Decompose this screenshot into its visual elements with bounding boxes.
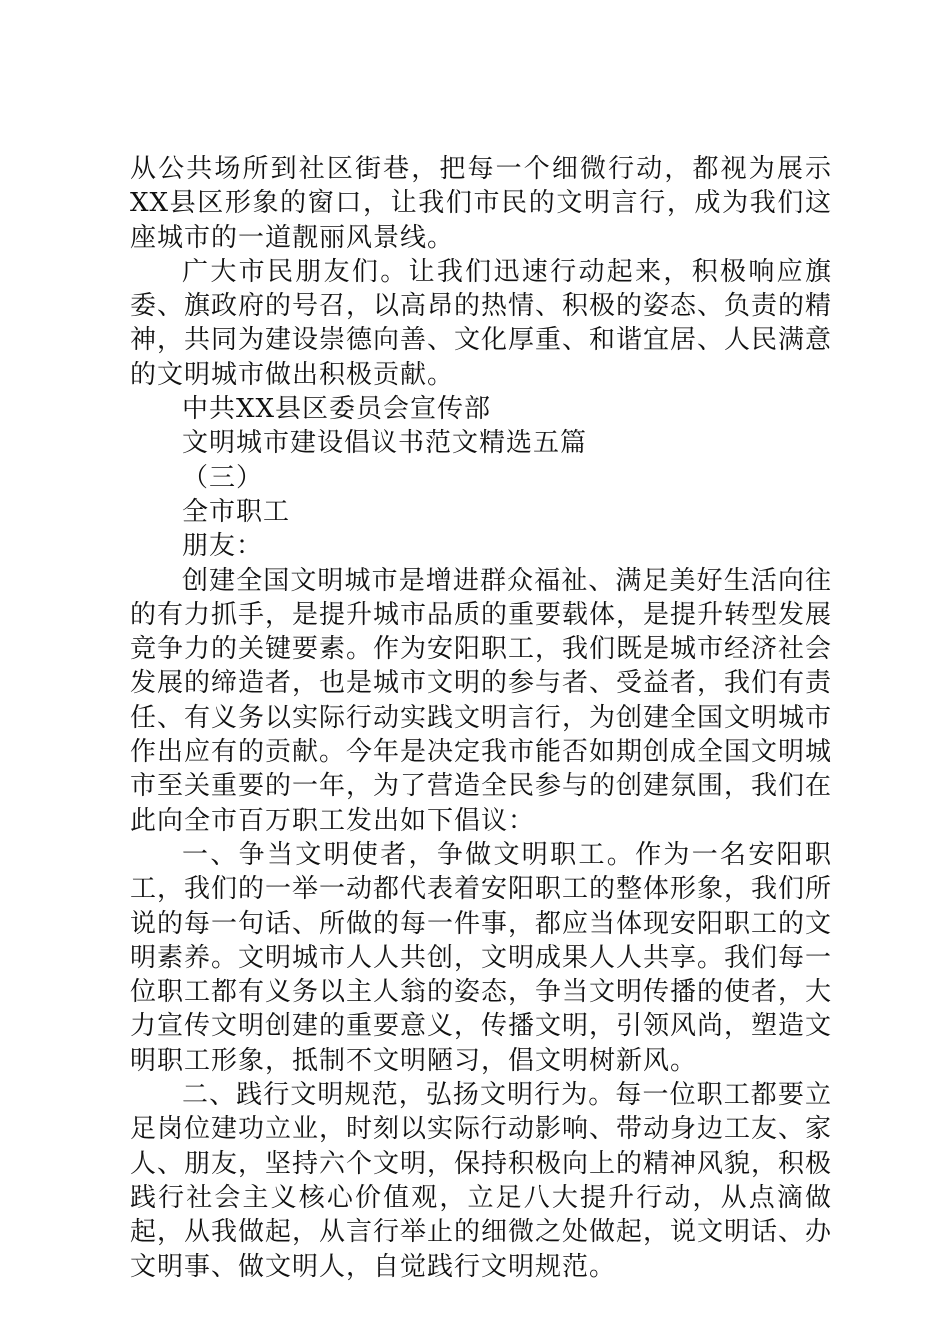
paragraph-2: 广大市民朋友们。让我们迅速行动起来，积极响应旗委、旗政府的号召，以高昂的热情、积极的姿态、负责的精神，共同为建设崇德向善、文化厚重、和谐宜居、人民满意的文明城市做出积极贡献。 xyxy=(130,256,833,390)
signature-line: 中共XX县区委员会宣传部 xyxy=(182,394,492,425)
salutation-line: 朋友： xyxy=(182,531,264,562)
document-body xyxy=(130,152,832,1284)
paragraph-point-1: 一、争当文明使者，争做文明职工。作为一名安阳职工，我们的一举一动都代表着安阳职工的整体形象，我们所说的每一句话、所做的每一件事，都应当体现安阳职工的文明素养。文明城市人人共创，文明成果人人共享。我们每一位职工都有义务以主人翁的姿态，争当文明传播的使者，大力宣传文明创建的重要意义，传播文明，引领风尚，塑造文明职工形象，抵制不文明陋习，倡文明树新风。 xyxy=(130,839,833,1076)
section-number: （三） xyxy=(182,462,264,493)
paragraph-1: 从公共场所到社区街巷，把每一个细微行动，都视为展示XX县区形象的窗口，让我们市民的文明言行，成为我们这座城市的一道靓丽风景线。 xyxy=(130,154,832,253)
paragraph-point-2: 二、践行文明规范，弘扬文明行为。每一位职工都要立足岗位建功立业，时刻以实际行动影响、带动身边工友、家人、朋友，坚持六个文明，保持积极向上的精神风貌，积极践行社会主义核心价值观，立足八大提升行动，从点滴做起，从我做起，从言行举止的细微之处做起，说文明话、办文明事、做文明人，自觉践行文明规范。 xyxy=(130,1080,833,1282)
section-title: 文明城市建设倡议书范文精选五篇 xyxy=(182,428,588,459)
addressee-line: 全市职工 xyxy=(182,496,291,527)
paragraph-intro: 创建全国文明城市是增进群众福祉、满足美好生活向往的有力抓手，是提升城市品质的重要载体，是提升转型发展竞争力的关键要素。作为安阳职工，我们既是城市经济社会发展的缔造者，也是城市文明的参与者、受益者，我们有责任、有义务以实际行动实践文明言行，为创建全国文明城市作出应有的贡献。今年是决定我市能否如期创成全国文明城市至关重要的一年，为了营造全民参与的创建氛围，我们在此向全市百万职工发出如下倡议： xyxy=(130,565,833,836)
